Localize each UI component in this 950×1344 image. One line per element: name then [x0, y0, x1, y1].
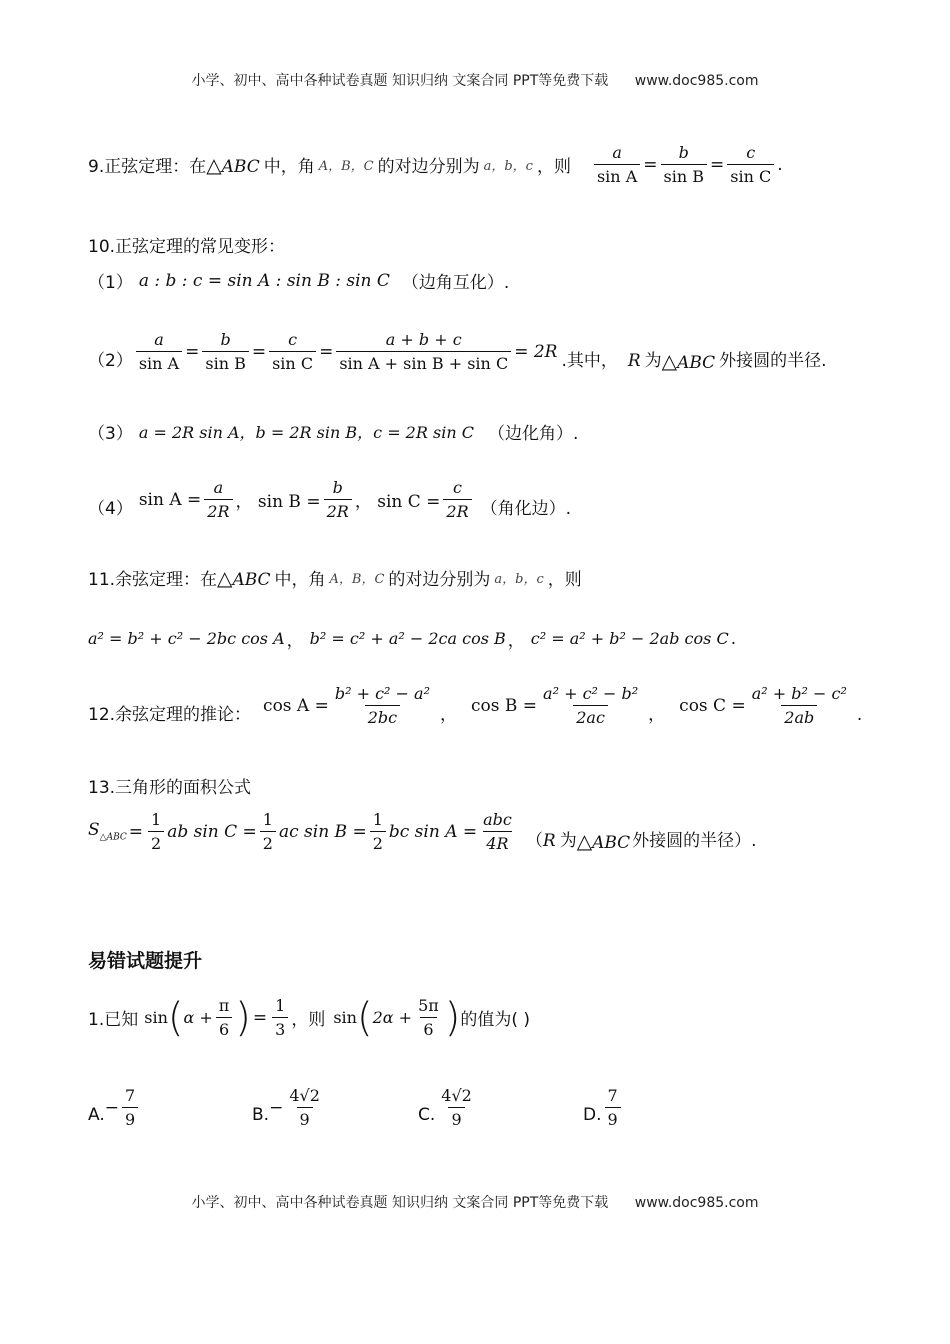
option-b[interactable]: B. − $\frac{4√2}{9}$ — [252, 1086, 326, 1129]
f2-triangle: △ABC — [661, 349, 716, 373]
option-b-frac: $\frac{4√2}{9}$ — [289, 1086, 320, 1129]
item11-opp: 的对边分别为 — [388, 570, 491, 590]
item-11-eqs: a² = b² + c² − 2bc cos A ， b² = c² + a² − 2ca cos B ， c² = a² + b² − 2ab cos C . — [88, 628, 737, 651]
f4-note: （角化边）. — [480, 499, 572, 519]
section-title: 易错试题提升 — [88, 950, 203, 972]
half-1: $\frac{1}{2}$ — [148, 810, 164, 853]
item9-label: 9.正弦定理：在 — [88, 157, 207, 177]
f4-frac-1: $\frac{a}{2R}$ — [204, 478, 232, 521]
area-t1: ab sin C = — [167, 821, 257, 842]
f2-tail: = 2R — [514, 341, 558, 362]
option-a[interactable]: A. − $\frac{7}{9}$ — [88, 1086, 141, 1129]
cos-law-1: a² = b² + c² − 2bc cos A — [88, 629, 285, 648]
f3-label: （3） — [88, 424, 133, 444]
footer-site: www.doc985.com — [634, 1195, 759, 1211]
option-c[interactable]: C. $\frac{4√2}{9}$ — [418, 1086, 478, 1129]
header-text: 小学、初中、高中各种试卷真题 知识归纳 文案合同 PPT等免费下载 — [191, 73, 609, 89]
f2-note1: .其中， — [561, 351, 618, 371]
item9-mid: 中，角 — [263, 157, 315, 177]
item9-then: ，则 — [536, 157, 571, 177]
half-3: $\frac{1}{2}$ — [370, 810, 386, 853]
triangle-icon: △ — [206, 152, 222, 177]
frac-b-sinB: $\frac{b}{\text{sin B}}$ — [661, 143, 707, 186]
item-10-title: 10.正弦定理的常见变形： — [88, 237, 286, 257]
f4-label: （4） — [88, 499, 133, 519]
half-2: $\frac{1}{2}$ — [260, 810, 276, 853]
c2-pre: cos B = — [471, 695, 538, 716]
f4-p2: ， sin B = — [235, 492, 321, 512]
item11-label: 11.余弦定理：在 — [88, 570, 218, 590]
q1-tail: 的值为( ) — [460, 1010, 531, 1030]
cos-c-frac: $\frac{\text{a² + b² − c²}}{2ab}$ — [751, 684, 847, 727]
area-t3: bc sin A = — [388, 821, 478, 842]
page-footer — [0, 1192, 950, 1212]
option-a-frac: $\frac{7}{9}$ — [122, 1086, 138, 1129]
abc-over-4R: $\frac{\text{abc}}{4R}$ — [483, 810, 512, 853]
f2-note2: 为 — [644, 351, 662, 371]
q1-label: 1.已知 — [88, 1010, 139, 1030]
triangle-abc-11: △ABC — [217, 565, 271, 590]
item-10-f3 — [88, 419, 578, 444]
item-10-f4 — [88, 478, 571, 521]
q1-5pi-6: $\frac{5\pi}{6}$ — [418, 996, 439, 1039]
f4-frac-3: $\frac{c}{2R}$ — [443, 478, 471, 521]
f3-math: a = 2R sin A，b = 2R sin B，c = 2R sin C — [138, 423, 474, 442]
triangle-icon: △ — [576, 829, 593, 853]
triangle-icon: △ — [217, 565, 233, 590]
f1-math: a : b : c = sin A : sin B : sin C — [138, 270, 390, 291]
triangle-abc: △ABC — [206, 152, 260, 177]
f1-label: （1） — [88, 273, 133, 293]
cos-law-3: c² = a² + b² − 2ab cos C — [530, 629, 729, 648]
item-9: 9.正弦定理：在 △ABC 中，角 A，B，C 的对边分别为 a，b，c ，则 $\frac{a}{\text{sin A}}$ = $\frac{b}{\text{sin B}}$ = $\frac{c}{\text{sin C}}$ . — [88, 143, 783, 186]
q1-one-third: $\frac{1}{3}$ — [272, 996, 288, 1039]
item11-sides: a，b，c — [494, 572, 544, 587]
f4-p1: sin A = — [138, 489, 202, 510]
item9-opp: 的对边分别为 — [377, 157, 480, 177]
item-12: 12.余弦定理的推论： cos A = $\frac{\text{b² + c² − a²}}{2bc}$ ， cos B = $\frac{\text{a² + c² − b²}}{2ac}$ ， cos C = $\frac{\text{a² + b² − c²}}{2ab}$ . — [88, 684, 863, 727]
f2-frac-2: $\frac{b}{\text{sin B}}$ — [202, 330, 248, 373]
page-header — [0, 70, 950, 90]
cos-law-2: b² = c² + a² − 2ca cos B — [309, 629, 506, 648]
q1-pi-6: $\frac{\pi}{6}$ — [216, 996, 233, 1039]
f2-frac-3: $\frac{c}{\text{sin C}}$ — [269, 330, 316, 373]
item-13-title: 13.三角形的面积公式 — [88, 778, 252, 798]
f3-note: （边化角）. — [487, 424, 579, 444]
area-t2: ac sin B = — [278, 821, 367, 842]
frac-a-sinA: $\frac{a}{\text{sin A}}$ — [594, 143, 640, 186]
item11-then: ，则 — [547, 570, 582, 590]
f4-frac-2: $\frac{b}{2R}$ — [324, 478, 352, 521]
f2-note3: 外接圆的半径. — [719, 351, 827, 371]
f1-note: （边角互化）. — [401, 273, 510, 293]
item-13-formula: $S_{\triangle ABC}$ = $\frac{1}{2}$ ab sin C = $\frac{1}{2}$ ac sin B = $\frac{1}{2}$ bc sin A = $\frac{\text{abc}}{4R}$ （ R 为 △ABC 外接圆的半径）. — [88, 810, 757, 853]
item11-mid: 中，角 — [274, 570, 326, 590]
item9-end: . — [777, 154, 783, 175]
item12-label: 12.余弦定理的推论： — [88, 705, 252, 725]
f2-frac-1: $\frac{a}{\text{sin A}}$ — [136, 330, 182, 373]
item9-angles: A，B，C — [318, 159, 374, 174]
option-c-frac: $\frac{4√2}{9}$ — [441, 1086, 472, 1129]
f4-p3: ， sin C = — [354, 492, 441, 512]
item-10-f2: （2） $\frac{a}{\text{sin A}}$ = $\frac{b}{\text{sin B}}$ = $\frac{c}{\text{sin C}}$ = $\frac{a + b + c}{\text{sin A + sin B + sin C}}$ = 2R .其中， R 为 △ABC 外接圆的半径. — [88, 330, 827, 373]
f2-label: （2） — [88, 351, 133, 371]
item-11 — [88, 565, 582, 590]
footer-text: 小学、初中、高中各种试卷真题 知识归纳 文案合同 PPT等免费下载 — [191, 1195, 609, 1211]
cos-b-frac: $\frac{\text{a² + c² − b²}}{2ac}$ — [543, 684, 639, 727]
triangle-icon: △ — [661, 349, 678, 373]
f2-R: R — [627, 351, 641, 371]
c3-pre: cos C = — [679, 695, 746, 716]
option-d-frac: $\frac{7}{9}$ — [605, 1086, 621, 1129]
item9-sides: a，b，c — [483, 159, 533, 174]
option-d[interactable]: D. $\frac{7}{9}$ — [583, 1086, 624, 1129]
question-1: 1.已知 sin ( α + $\frac{\pi}{6}$ ) = $\frac{1}{3}$ ，则 sin ( 2α + $\frac{5\pi}{6}$ ) 的值为( ) — [88, 994, 531, 1041]
c1-pre: cos A = — [263, 695, 329, 716]
frac-c-sinC: $\frac{c}{\text{sin C}}$ — [727, 143, 774, 186]
area-S: $S_{\triangle ABC}$ — [88, 820, 127, 843]
cos-a-frac: $\frac{\text{b² + c² − a²}}{2bc}$ — [334, 684, 430, 727]
triangle-abc-13: △ABC — [576, 829, 631, 853]
item11-angles: A，B，C — [329, 572, 385, 587]
f2-frac-4: $\frac{a + b + c}{\text{sin A + sin B + sin C}}$ — [336, 330, 511, 373]
item-10-f1 — [88, 268, 509, 293]
header-site: www.doc985.com — [634, 73, 759, 89]
